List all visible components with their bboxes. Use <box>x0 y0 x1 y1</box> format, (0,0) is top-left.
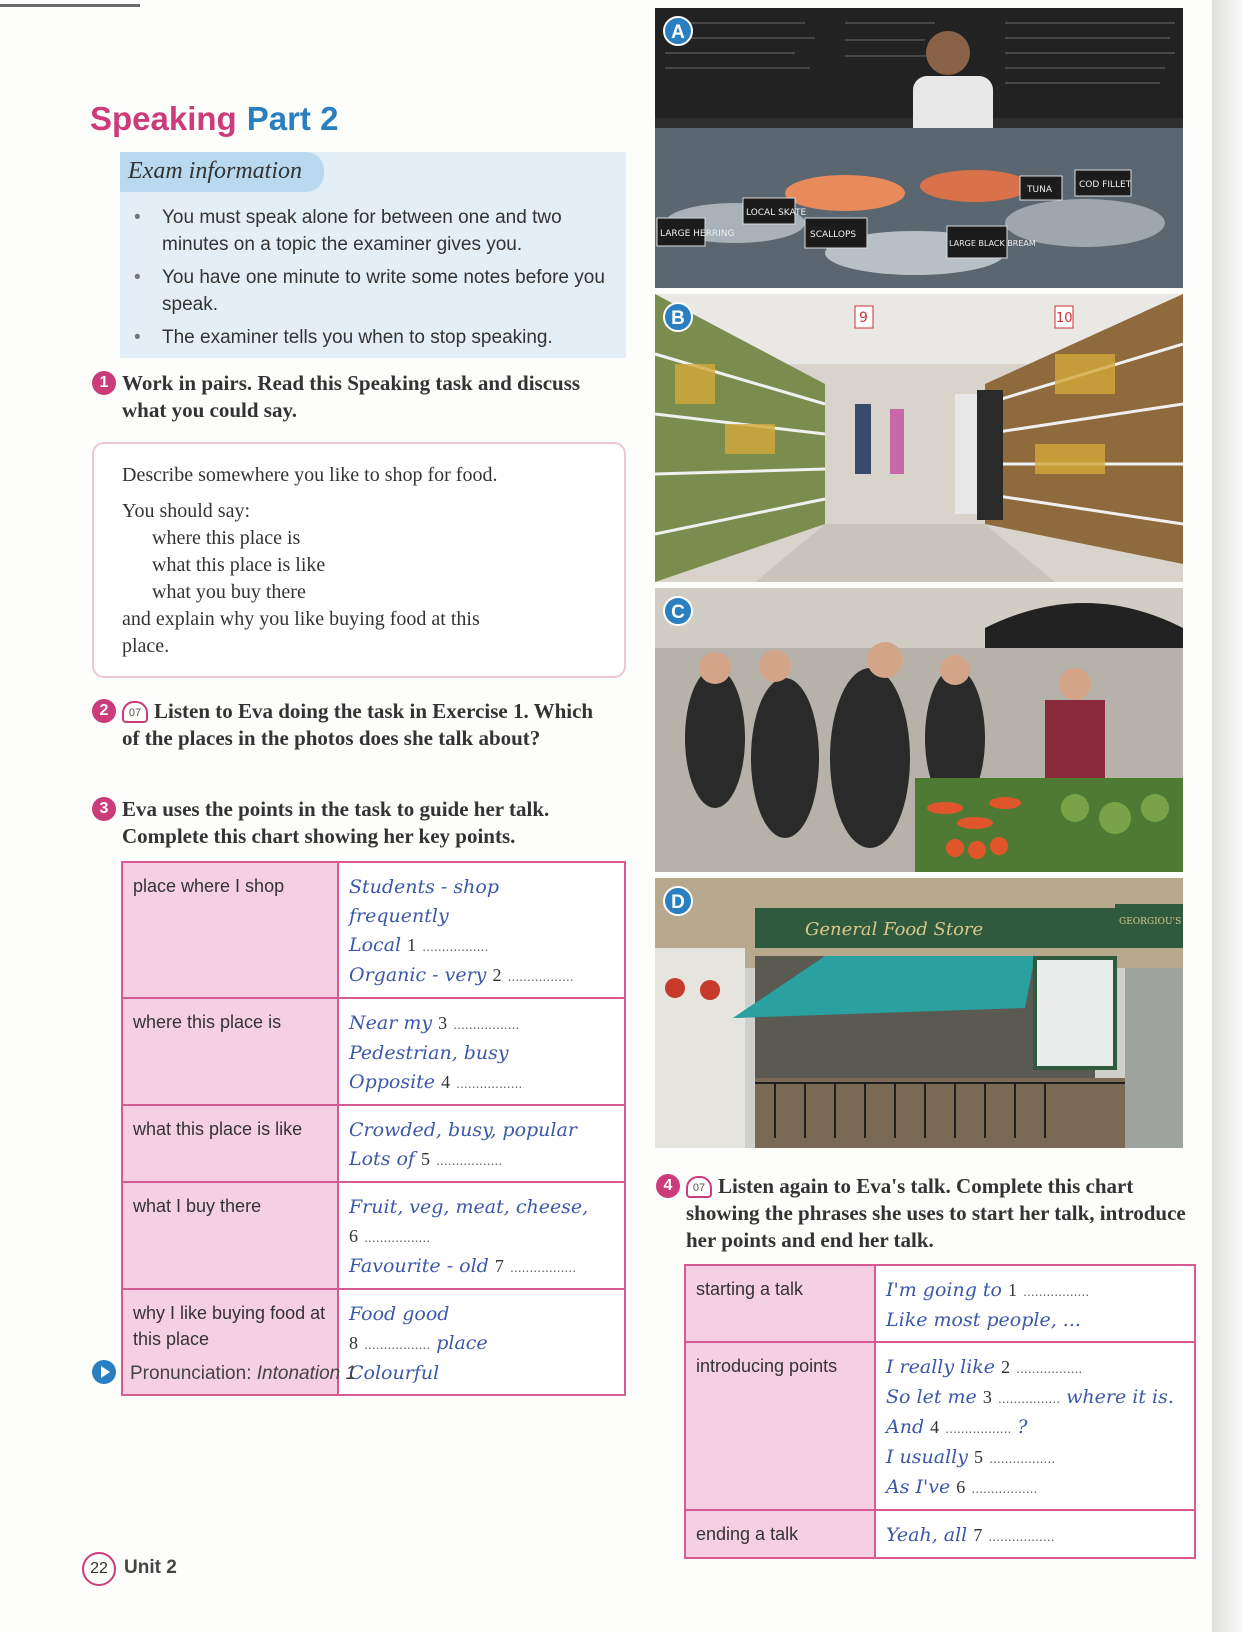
note-line: As I've 6 ................. <box>886 1476 1038 1498</box>
photo-d-general-food-store <box>655 878 1183 1148</box>
fish-counter-image <box>655 8 1183 288</box>
note-line: 6 ................. <box>349 1226 431 1246</box>
page-title <box>90 100 338 138</box>
note-line: Students - shop <box>349 876 500 898</box>
answer-gap[interactable]: ................. <box>988 1528 1055 1544</box>
headphones-icon[interactable]: 07 <box>122 701 148 723</box>
task-point: what you buy there <box>152 581 306 603</box>
answer-gap[interactable]: ................. <box>1023 1283 1090 1299</box>
answer-gap[interactable]: ................. <box>945 1420 1012 1436</box>
title-speaking: Speaking <box>90 100 237 137</box>
answer-gap[interactable]: ................. <box>436 1152 503 1168</box>
talk-phrases-chart <box>684 1264 1196 1559</box>
task-closing: and explain why you like buying food at this <box>122 608 480 630</box>
chart-row-label: ending a talk <box>685 1510 875 1558</box>
photo-label-a: A <box>663 16 693 46</box>
chart-row-label: what this place is like <box>122 1105 338 1182</box>
play-arrow-icon <box>92 1360 116 1384</box>
note-line: I really like 2 ................. <box>886 1356 1083 1378</box>
photo-c-street-market <box>655 588 1183 872</box>
photo-label-b: B <box>663 302 693 332</box>
answer-gap[interactable]: ................. <box>456 1075 523 1091</box>
note-line: Pedestrian, busy <box>349 1042 509 1064</box>
deli-sign-text: GEORGIOU'S <box>1119 917 1182 927</box>
supermarket-image <box>655 294 1183 582</box>
answer-gap[interactable]: ................. <box>422 938 489 954</box>
table-row <box>122 1182 625 1289</box>
exercise-3-text: Eva uses the points in the task to guide her talk. Complete this chart showing her key points. <box>122 797 550 848</box>
exercise-4 <box>663 1173 1196 1254</box>
answer-gap[interactable]: ................ <box>997 1390 1061 1406</box>
answer-gap[interactable]: ................. <box>1016 1360 1083 1376</box>
answer-gap[interactable]: ................. <box>453 1016 520 1032</box>
exam-bullet: • You have one minute to write some notes before you speak. <box>130 264 622 318</box>
note-line: So let me 3 ................ where it is. <box>886 1386 1174 1408</box>
exam-information-box <box>120 152 626 358</box>
chart-row-notes <box>338 998 625 1105</box>
chart-row-label: introducing points <box>685 1342 875 1510</box>
task-point: what this place is like <box>152 554 326 576</box>
title-part: Part 2 <box>246 100 339 137</box>
task-should-say: You should say: <box>122 500 250 522</box>
note-line: 8 ................. place <box>349 1332 488 1354</box>
chart-row-label: starting a talk <box>685 1265 875 1342</box>
note-line: And 4 ................. ? <box>886 1416 1028 1438</box>
aisle-number: 9 <box>859 310 868 326</box>
note-line: Like most people, ... <box>886 1309 1081 1331</box>
photo-label-c: C <box>663 596 693 626</box>
note-line: frequently <box>349 905 449 927</box>
unit-label: Unit 2 <box>124 1557 177 1578</box>
task-point: where this place is <box>152 527 301 549</box>
chart-row-label: where this place is <box>122 998 338 1105</box>
answer-gap[interactable]: ................. <box>507 968 574 984</box>
exercise-number: 2 <box>92 699 116 723</box>
note-line: Opposite 4 ................. <box>349 1071 523 1093</box>
store-sign-text: General Food Store <box>805 919 984 940</box>
key-points-chart <box>121 861 626 1396</box>
aisle-number: 10 <box>1056 311 1073 326</box>
fish-label: SCALLOPS <box>810 230 857 240</box>
note-line: Colourful <box>349 1362 440 1384</box>
table-row <box>122 998 625 1105</box>
food-store-image <box>655 878 1183 1148</box>
note-line: Fruit, veg, meat, cheese, <box>349 1196 589 1218</box>
note-line: Food good <box>349 1303 450 1325</box>
exercise-1 <box>99 370 602 424</box>
fish-label: LARGE HERRING <box>660 229 735 239</box>
chart-row-notes <box>875 1510 1195 1558</box>
chart-row-notes <box>875 1265 1195 1342</box>
fish-label: COD FILLET <box>1079 180 1132 190</box>
note-line: Yeah, all 7 ................. <box>886 1524 1055 1546</box>
table-row <box>685 1342 1195 1510</box>
answer-gap[interactable]: ................. <box>989 1450 1056 1466</box>
exam-bullet: • The examiner tells you when to stop speaking. <box>130 324 622 351</box>
photo-a-fish-counter <box>655 8 1183 288</box>
chart-row-label: place where I shop <box>122 862 338 998</box>
photo-label-d: D <box>663 886 693 916</box>
page-fold-shadow <box>1212 0 1242 1632</box>
pronunciation-link[interactable]: Pronunciation: Intonation 1 <box>92 1360 356 1385</box>
exercise-3 <box>99 796 622 850</box>
page-footer <box>82 1552 177 1586</box>
exercise-1-text: Work in pairs. Read this Speaking task and discuss what you could say. <box>122 371 581 422</box>
note-line: Crowded, busy, popular <box>349 1119 577 1141</box>
exam-information-list <box>130 204 622 357</box>
exam-bullet: • You must speak alone for between one and two minutes on a topic the examiner gives you. <box>130 204 622 258</box>
table-row <box>685 1265 1195 1342</box>
answer-gap[interactable]: ................. <box>364 1336 431 1352</box>
street-market-image <box>655 588 1183 872</box>
exercise-4-text: Listen again to Eva's talk. Complete this chart showing the phrases she uses to start her talk, introduce her points and end her talk. <box>686 1174 1186 1252</box>
exercise-number: 3 <box>92 797 116 821</box>
note-line: Near my 3 ................. <box>349 1012 520 1034</box>
note-line: I'm going to 1 ................. <box>886 1279 1090 1301</box>
chart-row-notes <box>338 862 625 998</box>
exercise-2-text: Listen to Eva doing the task in Exercise 1. Which of the places in the photos does she talk about? <box>122 699 594 750</box>
table-row <box>122 1105 625 1182</box>
chart-row-label: why I like buying food at this place <box>122 1289 338 1395</box>
photo-b-supermarket <box>655 294 1183 582</box>
chart-row-notes <box>338 1105 625 1182</box>
note-line: Local 1 ................. <box>349 934 489 956</box>
chart-row-notes <box>338 1289 625 1395</box>
note-line: Favourite - old 7 ................. <box>349 1255 577 1277</box>
fish-label: LOCAL SKATE <box>746 208 807 218</box>
speaking-task-card <box>92 442 626 678</box>
exercise-number: 1 <box>92 371 116 395</box>
note-line: Organic - very 2 ................. <box>349 964 574 986</box>
page-number: 22 <box>82 1552 116 1586</box>
chart-row-notes <box>875 1342 1195 1510</box>
exam-information-heading: Exam information <box>120 152 324 192</box>
answer-gap[interactable]: ................. <box>364 1229 431 1245</box>
note-line: I usually 5 ................. <box>886 1446 1056 1468</box>
answer-gap[interactable]: ................. <box>509 1259 577 1275</box>
task-intro: Describe somewhere you like to shop for food. <box>122 464 498 486</box>
fish-label: LARGE BLACK BREAM <box>949 239 1036 248</box>
task-closing-2: place. <box>122 635 170 657</box>
table-row <box>122 862 625 998</box>
exercise-2 <box>99 698 612 752</box>
chart-row-label: what I buy there <box>122 1182 338 1289</box>
table-row <box>685 1510 1195 1558</box>
note-line: Lots of 5 ................. <box>349 1148 503 1170</box>
top-rule <box>0 4 140 7</box>
answer-gap[interactable]: ................. <box>971 1480 1038 1496</box>
fish-label: TUNA <box>1027 185 1052 195</box>
chart-row-notes <box>338 1182 625 1289</box>
headphones-icon[interactable]: 07 <box>686 1176 712 1198</box>
exercise-number: 4 <box>656 1174 680 1198</box>
